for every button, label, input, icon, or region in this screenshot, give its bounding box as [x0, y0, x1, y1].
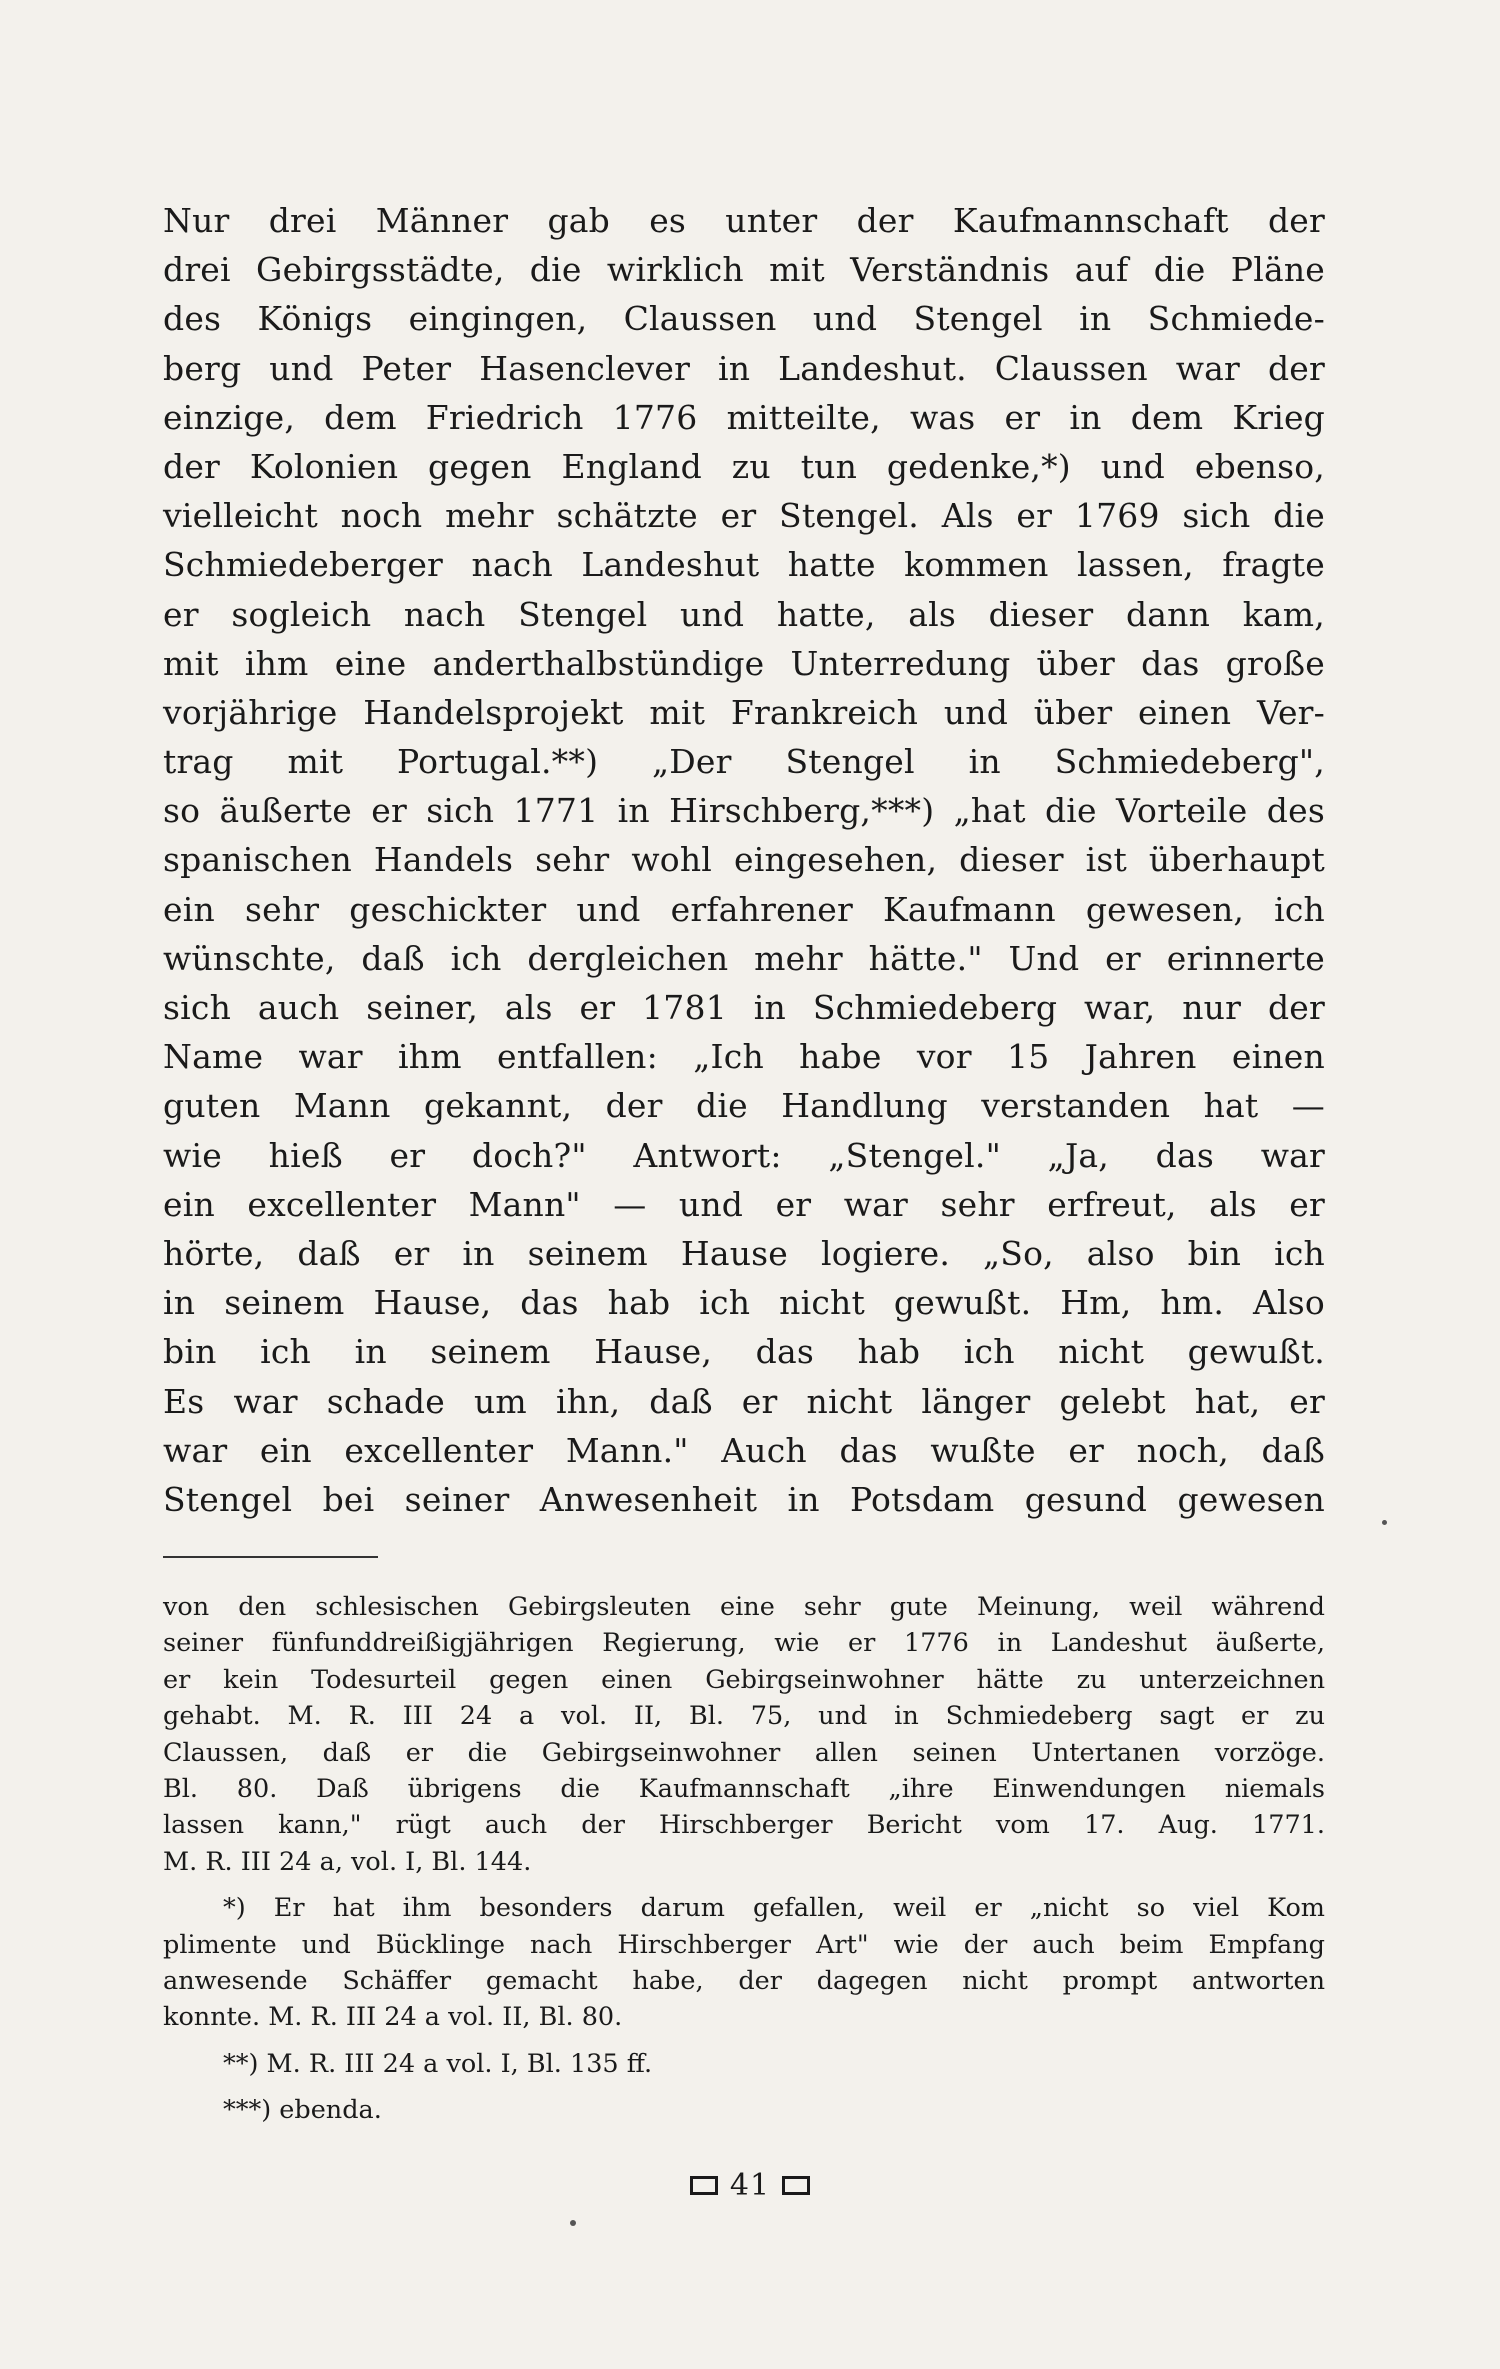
main-line: mit ihm eine anderthalbstündige Unterredung über das große: [163, 643, 1325, 683]
main-line: Es war schade um ihn, daß er nicht länger gelebt hat, er: [163, 1381, 1325, 1421]
footnote-line: lassen kann," rügt auch der Hirschberger Bericht vom 17. Aug. 1771.: [163, 1810, 1325, 1841]
main-line: war ein excellenter Mann." Auch das wußte er noch, daß: [163, 1430, 1325, 1470]
main-line: in seinem Hause, das hab ich nicht gewußt. Hm, hm. Also: [163, 1283, 1325, 1323]
footnote-1-line: *) Er hat ihm besonders darum gefallen, weil er „nicht so viel Kom: [223, 1893, 1325, 1924]
footnote-line: gehabt. M. R. III 24 a vol. II, Bl. 75, und in Schmiedeberg sagt er zu: [163, 1701, 1325, 1732]
main-line: hörte, daß er in seinem Hause logiere. „So, also bin ich: [163, 1233, 1325, 1273]
footnote-line: Claussen, daß er die Gebirgseinwohner allen seinen Untertanen vorzöge.: [163, 1737, 1325, 1768]
main-line: ein excellenter Mann" — und er war sehr erfreut, als er: [163, 1184, 1325, 1224]
main-line: Nur drei Männer gab es unter der Kaufmannschaft der: [163, 201, 1325, 240]
main-line: Stengel bei seiner Anwesenheit in Potsdam gesund gewesen: [163, 1479, 1325, 1519]
page-number: [0, 2166, 1500, 2206]
main-line: ein sehr geschickter und erfahrener Kaufmann gewesen, ich: [163, 889, 1325, 929]
ornament-box-right: [782, 2176, 810, 2195]
main-text: [163, 196, 1325, 1524]
footnote-1-line: konnte. M. R. III 24 a vol. II, Bl. 80.: [163, 2002, 623, 2033]
main-line: berg und Peter Hasenclever in Landeshut. Claussen war der: [163, 348, 1325, 388]
main-line: so äußerte er sich 1771 in Hirschberg,***) „hat die Vorteile des: [163, 791, 1325, 831]
footnote-separator: [163, 1556, 378, 1558]
page-number-value: 41: [729, 2168, 771, 2203]
footnote-3: ***) ebenda.: [223, 2095, 382, 2126]
footnote-line: Bl. 80. Daß übrigens die Kaufmannschaft „ihre Einwendungen niemals: [163, 1773, 1325, 1804]
main-line: guten Mann gekannt, der die Handlung verstanden hat —: [163, 1086, 1325, 1126]
main-line: vielleicht noch mehr schätzte er Stengel. Als er 1769 sich die: [163, 496, 1325, 536]
main-line: drei Gebirgsstädte, die wirklich mit Verständnis auf die Pläne: [163, 250, 1325, 290]
footnote-line: seiner fünfunddreißigjährigen Regierung, wie er 1776 in Landeshut äußerte,: [163, 1628, 1325, 1659]
paper-speck: [570, 2220, 576, 2226]
main-line: spanischen Handels sehr wohl eingesehen, dieser ist überhaupt: [163, 840, 1325, 880]
footnote-line: M. R. III 24 a, vol. I, Bl. 144.: [163, 1846, 532, 1877]
main-line: Name war ihm entfallen: „Ich habe vor 15 Jahren einen: [163, 1037, 1325, 1077]
footnote-2: **) M. R. III 24 a vol. I, Bl. 135 ff.: [223, 2048, 653, 2079]
main-line: vorjährige Handelsprojekt mit Frankreich und über einen Ver-: [163, 692, 1325, 732]
main-line: bin ich in seinem Hause, das hab ich nicht gewußt.: [163, 1332, 1325, 1372]
main-line: trag mit Portugal.**) „Der Stengel in Schmiedeberg",: [163, 742, 1325, 782]
paper-speck: [1382, 1520, 1387, 1525]
main-line: er sogleich nach Stengel und hatte, als dieser dann kam,: [163, 594, 1325, 634]
main-line: des Königs eingingen, Claussen und Stengel in Schmiede-: [163, 299, 1325, 339]
ornament-box-left: [690, 2176, 718, 2195]
main-line: Schmiedeberger nach Landeshut hatte kommen lassen, fragte: [163, 545, 1325, 585]
footnote-1-line: anwesende Schäffer gemacht habe, der dagegen nicht prompt antworten: [163, 1965, 1325, 1996]
main-line: wünschte, daß ich dergleichen mehr hätte." Und er erinnerte: [163, 938, 1325, 978]
main-line: sich auch seiner, als er 1781 in Schmiedeberg war, nur der: [163, 988, 1325, 1027]
footnote-line: von den schlesischen Gebirgsleuten eine sehr gute Meinung, weil während: [163, 1592, 1325, 1622]
main-line: wie hieß er doch?" Antwort: „Stengel." „Ja, das war: [163, 1135, 1325, 1175]
main-line: einzige, dem Friedrich 1776 mitteilte, was er in dem Krieg: [163, 397, 1325, 437]
footnotes: [163, 1589, 1325, 2128]
footnote-line: er kein Todesurteil gegen einen Gebirgseinwohner hätte zu unterzeichnen: [163, 1664, 1325, 1695]
footnote-1-line: plimente und Bücklinge nach Hirschberger Art" wie der auch beim Empfang: [163, 1929, 1325, 1960]
main-line: der Kolonien gegen England zu tun gedenke,*) und ebenso,: [163, 446, 1325, 486]
